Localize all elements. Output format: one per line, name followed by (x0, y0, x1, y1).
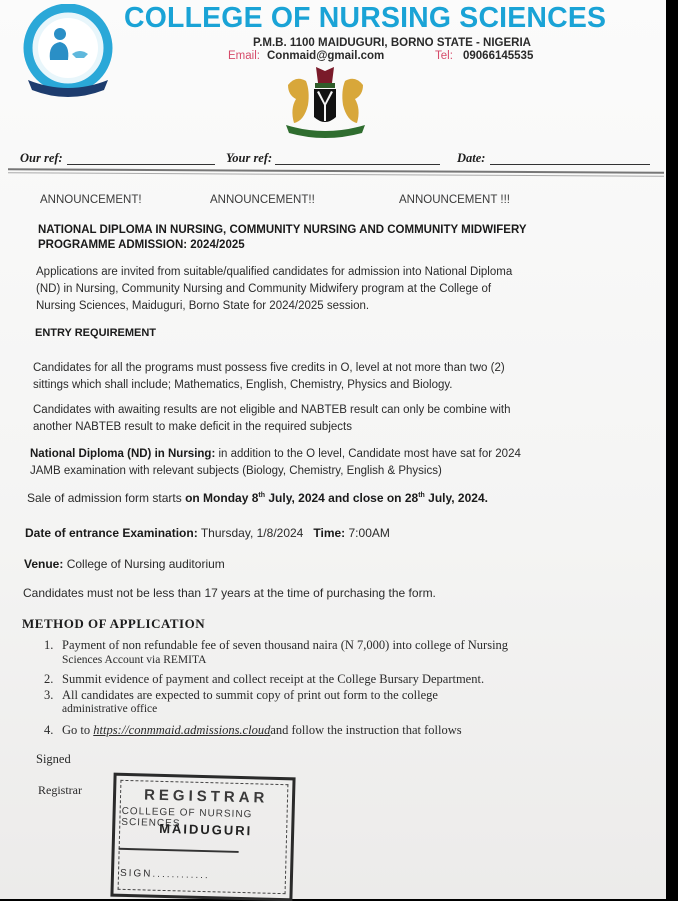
entry-requirement-heading: ENTRY REQUIREMENT (35, 327, 157, 339)
college-name-title: COLLEGE OF NURSING SCIENCES (124, 2, 607, 34)
sale-dates: Sale of admission form starts on Monday 8th July, 2024 and close on 28th July, 2024. (27, 491, 488, 505)
method-item-4-num: 4. (44, 723, 54, 737)
date-line (490, 164, 650, 165)
your-ref-line (275, 164, 440, 165)
college-logo-icon (20, 4, 116, 100)
intro-line3: Nursing Sciences, Maiduguri, Borno State for 2024/2025 session. (36, 300, 370, 312)
programme-heading-line2: PROGRAMME ADMISSION: 2024/2025 (38, 239, 245, 251)
requirement-p2-line1: Candidates with awaiting results are not eligible and NABTEB result can only be combine with (33, 404, 511, 416)
method-item-3-line2: administrative office (62, 703, 158, 715)
admissions-portal-link[interactable]: https://conmmaid.admissions.cloud (93, 723, 271, 737)
method-item-1-line1: Payment of non refundable fee of seven thousand naira (N 7,000) into college of Nursing (62, 638, 509, 652)
method-item-3-num: 3. (44, 688, 54, 702)
coat-of-arms-icon (278, 65, 373, 140)
method-item-4-line1: Go to https://conmmaid.admissions.cloudand follow the instruction that follows (62, 723, 462, 737)
age-note: Candidates must not be less than 17 years at the time of purchasing the form. (23, 586, 436, 600)
nd-nursing-line1: National Diploma (ND) in Nursing: in addition to the O level, Candidate most have sat for 2024 (30, 448, 521, 460)
announcement-1: ANNOUNCEMENT! (40, 194, 142, 206)
nd-nursing-label: National Diploma (ND) in Nursing: (30, 448, 216, 460)
our-ref-label: Our ref: (20, 151, 63, 165)
intro-line1: Applications are invited from suitable/qualified candidates for admission into National Diploma (36, 266, 513, 278)
method-item-3-line1: All candidates are expected to summit copy of print out form to the college (62, 688, 438, 702)
signed-label: Signed (36, 752, 71, 766)
email-label: Email: (228, 50, 260, 62)
date-label: Date: (457, 151, 486, 165)
your-ref-label: Your ref: (226, 151, 273, 165)
nd-nursing-line2: JAMB examination with relevant subjects (Biology, Chemistry, English & Physics) (30, 465, 442, 477)
tel-value: 09066145535 (463, 50, 534, 62)
registrar-label: Registrar (38, 783, 82, 797)
tel-label: Tel: (435, 50, 453, 62)
college-address: P.M.B. 1100 MAIDUGURI, BORNO STATE - NIGERIA (253, 37, 531, 49)
requirement-p1-line1: Candidates for all the programs must possess five credits in O, level at not more than two (2) (33, 362, 505, 374)
method-item-1-num: 1. (44, 638, 54, 652)
requirement-p1-line2: sittings which shall include; Mathematics, English, Chemistry, Physics and Biology. (33, 379, 453, 391)
programme-heading-line1: NATIONAL DIPLOMA IN NURSING, COMMUNITY NURSING AND COMMUNITY MIDWIFERY (38, 224, 527, 236)
announcement-2: ANNOUNCEMENT!! (210, 194, 315, 206)
requirement-p2-line2: another NABTEB result to make deficit in the required subjects (33, 421, 352, 433)
method-item-2-num: 2. (44, 672, 54, 686)
method-item-2-line1: Summit evidence of payment and collect receipt at the College Bursary Department. (62, 672, 485, 686)
email-value: Conmaid@gmail.com (267, 50, 385, 62)
announcement-3: ANNOUNCEMENT !!! (399, 194, 510, 206)
intro-line2: (ND) in Nursing, Community Nursing and Community Midwifery program at the College of (36, 283, 492, 295)
registrar-stamp: REGISTRAR COLLEGE OF NURSING SCIENCES MAIDUGURI SIGN............ (110, 773, 295, 901)
method-heading: METHOD OF APPLICATION (22, 616, 206, 631)
our-ref-line (67, 164, 215, 165)
venue: Venue: College of Nursing auditorium (24, 557, 225, 571)
exam-date: Date of entrance Examination: Thursday, 1/8/2024 Time: 7:00AM (25, 526, 390, 540)
method-item-1-line2: Sciences Account via REMITA (62, 654, 207, 666)
